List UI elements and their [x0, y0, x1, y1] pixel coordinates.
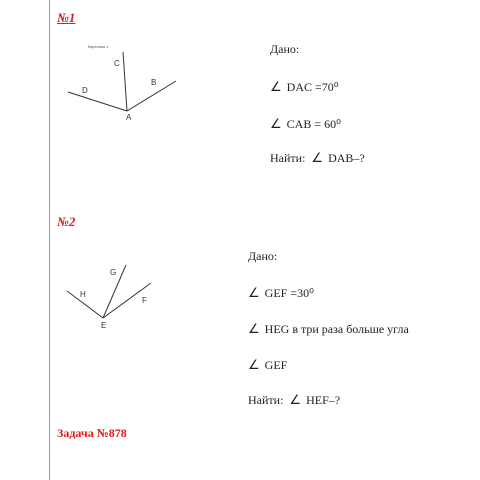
problem-2-number: №2: [57, 214, 76, 229]
given-1-text: GEF =30⁰: [264, 286, 314, 300]
task-878-heading: Задача №878: [57, 426, 127, 440]
angle-icon: ∠: [270, 79, 282, 94]
point-f-label: F: [142, 296, 147, 305]
angle-icon: ∠: [248, 321, 260, 336]
point-a-label: A: [126, 113, 132, 122]
find-text: HEF–?: [306, 393, 341, 407]
problem-2-given-1: [248, 285, 314, 301]
figure-1-caption: Картинка 1: [88, 44, 109, 49]
problem-2-find: [248, 392, 340, 408]
problem-1-given-label: Дано:: [270, 42, 300, 56]
given-1-text: DAC =70⁰: [286, 80, 339, 94]
point-h-label: H: [80, 290, 86, 299]
point-c-label: C: [114, 59, 120, 68]
point-d-label: D: [82, 86, 88, 95]
point-e-label: E: [101, 321, 107, 330]
problem-2-given-label: Дано:: [248, 249, 278, 263]
angle-icon: ∠: [248, 357, 260, 372]
angle-icon: ∠: [248, 285, 260, 300]
angle-icon: ∠: [311, 150, 324, 165]
problem-1-number: №1: [57, 10, 76, 25]
find-label: Найти:: [270, 151, 306, 165]
given-3-text: GEF: [264, 358, 288, 372]
angle-icon: ∠: [270, 116, 282, 131]
problem-2-given-2: [248, 321, 409, 337]
angle-icon: ∠: [289, 392, 302, 407]
point-g-label: G: [110, 268, 117, 277]
point-b-label: B: [151, 78, 157, 87]
find-text: DAB–?: [328, 151, 365, 165]
given-2-text: HEG в три раза больше угла: [264, 322, 409, 336]
given-2-text: CAB = 60⁰: [286, 117, 341, 131]
problem-2-given-3: [248, 357, 287, 373]
find-label: Найти:: [248, 393, 284, 407]
